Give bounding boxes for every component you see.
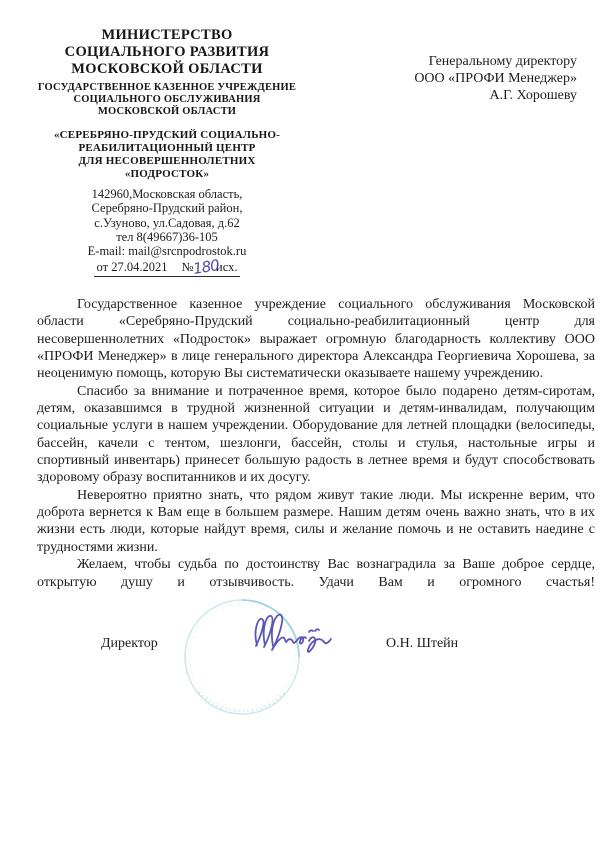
handwritten-ref-number: 180 [192,256,221,279]
letter-paragraph: Спасибо за внимание и потраченное время, которое было подарено детям-сиротам, детям, оказавшимся в трудной жизненной ситуации и детям-инвалидам, получающим социальные услуги в нашем учреждении. Оборудование для летней площадки (велосипеды, бассейн, качели с тентом, шезлонги, бассейн, столы и стулья, настольные игры и спортивный инвентарь) принесет большую радость в летнее время и будут способствовать здоровому образу воспитанников и их досугу. [37,383,595,486]
signer-name: О.Н. Штейн [386,636,459,651]
center-name-line: «ПОДРОСТОК» [124,168,210,180]
ministry-line: МОСКОВСКОЙ ОБЛАСТИ [71,61,263,77]
email-line: E-mail: mail@srcnpodrostok.ru [87,244,247,259]
center-name-line: РЕАБИЛИТАЦИОННЫЙ ЦЕНТР [78,142,256,154]
postal-address-line: с.Узуново, ул.Садовая, д.62 [94,215,240,230]
letter-paragraph: Невероятно приятно знать, что рядом живут такие люди. Мы искренне верим, что доброта вернется к Вам еще в большем размере. Нашим детям очень важно знать, что в их жизни есть люди, которые найдут время, силы и желание помочь и не оставить наедине с трудностями жизни. [37,487,595,555]
institution-line: ГОСУДАРСТВЕННОЕ КАЗЕННОЕ УЧРЕЖДЕНИЕ [37,82,297,93]
ministry-line: МИНИСТЕРСТВО [101,27,233,43]
postal-address-line: 142960,Московская область, [91,187,243,201]
addressee-line: А.Г. Хорошеву [489,88,577,104]
addressee-line: Генеральному директору [428,54,577,69]
signer-role: Директор [101,636,158,651]
center-name [0,129,334,181]
addressee-line: ООО «ПРОФИ Менеджер» [414,71,577,87]
letter-body [37,296,595,591]
ref-suffix: исх. [216,260,238,275]
institution-line: СОЦИАЛЬНОГО ОБСЛУЖИВАНИЯ [73,94,261,105]
center-name-line: «СЕРЕБРЯНО-ПРУДСКИЙ СОЦИАЛЬНО- [53,129,281,141]
phone-line: тел 8(49667)36-105 [116,229,218,244]
ref-date: от 27.04.2021 [96,260,168,275]
center-name-line: ДЛЯ НЕСОВЕРШЕННОЛЕТНИХ [78,155,256,167]
letter-paragraph: Государственное казенное учреждение социального обслуживания Московской области «Серебряно-Прудский социально-реабилитационный центр для несовершеннолетних «Подросток» выражает огромную благодарность коллективу ООО «ПРОФИ Менеджер» в лице генерального директора Александра Георгиевича Хорошева, за неоценимую помощь, которую Вы систематически оказываете нашему учреждению. [37,297,595,382]
reference-line-wrap [0,258,334,277]
letter-paragraph: Желаем, чтобы судьба по достоинству Вас вознаградила за Ваше доброе сердце, открытую душу и отзывчивость. Удачи Вам и огромного счастья! [37,557,595,590]
ministry-name [0,27,334,78]
institution-name [0,82,334,118]
reference-line [94,256,241,279]
signature-icon [251,609,359,657]
ref-number-sign: № [181,260,194,275]
letterhead [0,27,334,277]
contact-block [0,187,334,258]
addressee-block [414,53,577,105]
postal-address-line: Серебряно-Прудский район, [91,201,243,216]
ministry-line: СОЦИАЛЬНОГО РАЗВИТИЯ [64,44,270,60]
institution-line: МОСКОВСКОЙ ОБЛАСТИ [97,106,237,117]
